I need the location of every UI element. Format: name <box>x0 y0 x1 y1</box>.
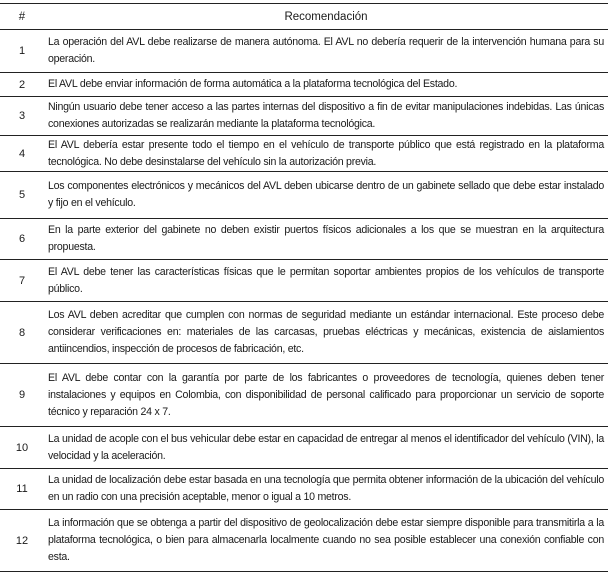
recommendation-text: El AVL debe tener las características físicas que le permitan soportar ambientes propios de los vehículos de transporte público. <box>48 265 604 295</box>
table-header-row <box>0 4 608 30</box>
recommendation-text: Los componentes electrónicos y mecánicos del AVL deben ubicarse dentro de un gabinete sellado que debe estar instalado y fijo en el vehículo. <box>48 180 604 209</box>
row-number: 8 <box>18 326 26 339</box>
row-number: 1 <box>18 45 26 57</box>
table-row <box>0 469 608 510</box>
row-number: 2 <box>18 78 26 91</box>
table-row <box>0 30 608 73</box>
row-number: 6 <box>18 233 26 245</box>
table-row <box>0 97 608 136</box>
table-row <box>0 302 608 364</box>
recommendation-text: Ningún usuario debe tener acceso a las partes internas del dispositivo a fin de evitar manipulaciones indebidas. Las únicas conexiones autorizadas se realizarán mediante la plataforma tecnológica. <box>48 101 604 130</box>
table-row <box>0 73 608 97</box>
recommendation-text: La unidad de localización debe estar basada en una tecnología que permita obtener información de la ubicación del vehículo en un radio con una precisión aceptable, menor o igual a 10 metros. <box>48 474 604 503</box>
row-number: 3 <box>18 110 26 122</box>
table-row <box>0 136 608 172</box>
row-number: 7 <box>18 274 26 287</box>
row-number: 9 <box>18 389 26 401</box>
row-number: 4 <box>18 147 26 160</box>
recommendations-table <box>0 3 608 572</box>
header-number: # <box>18 10 26 23</box>
row-number: 12 <box>15 534 29 547</box>
row-number: 10 <box>15 441 29 454</box>
recommendation-text: El AVL debería estar presente todo el tiempo en el vehículo de transporte público que está registrado en la plataforma tecnológica. No debe desinstalarse del vehículo sin la autorización previa. <box>48 138 604 168</box>
row-number: 11 <box>16 483 28 495</box>
header-recommendation: Recomendación <box>284 10 368 23</box>
recommendation-text: La información que se obtenga a partir del dispositivo de geolocalización debe estar siempre disponible para transmitirla a la plataforma tecnológica, o bien para almacenarla localmente cuando no sea posible establecer una conexión confiable con esta. <box>48 517 604 563</box>
table-row <box>0 510 608 572</box>
table-row <box>0 219 608 260</box>
recommendation-text: Los AVL deben acreditar que cumplen con normas de seguridad mediante un estándar internacional. Este proceso debe considerar verificaciones en: materiales de las carcasas, pruebas eléctricas y mecánicas, existencia de aislamientos antiincendios, inspección de procesos de fabricación, etc. <box>48 309 604 355</box>
recommendation-text: El AVL debe enviar información de forma automática a la plataforma tecnológica del Estado. <box>48 78 458 90</box>
recommendation-text: En la parte exterior del gabinete no deben existir puertos físicos adicionales a los que se muestran en la arquitectura propuesta. <box>48 224 604 253</box>
table-row <box>0 364 608 427</box>
table-row <box>0 172 608 219</box>
table-row <box>0 427 608 469</box>
recommendation-text: La operación del AVL debe realizarse de manera autónoma. El AVL no debería requerir de la intervención humana para su operación. <box>48 36 604 65</box>
recommendation-text: La unidad de acople con el bus vehicular debe estar en capacidad de entregar al menos el identificador del vehículo (VIN), la velocidad y la aceleración. <box>48 432 604 462</box>
table-row <box>0 260 608 302</box>
recommendation-text: El AVL debe contar con la garantía por parte de los fabricantes o proveedores de tecnología, quienes deben tener instalaciones y equipos en Colombia, con disponibilidad de personal calificado para proporcionar un servicio de soporte técnico y reparación 24 x 7. <box>48 371 604 418</box>
row-number: 5 <box>18 189 26 201</box>
